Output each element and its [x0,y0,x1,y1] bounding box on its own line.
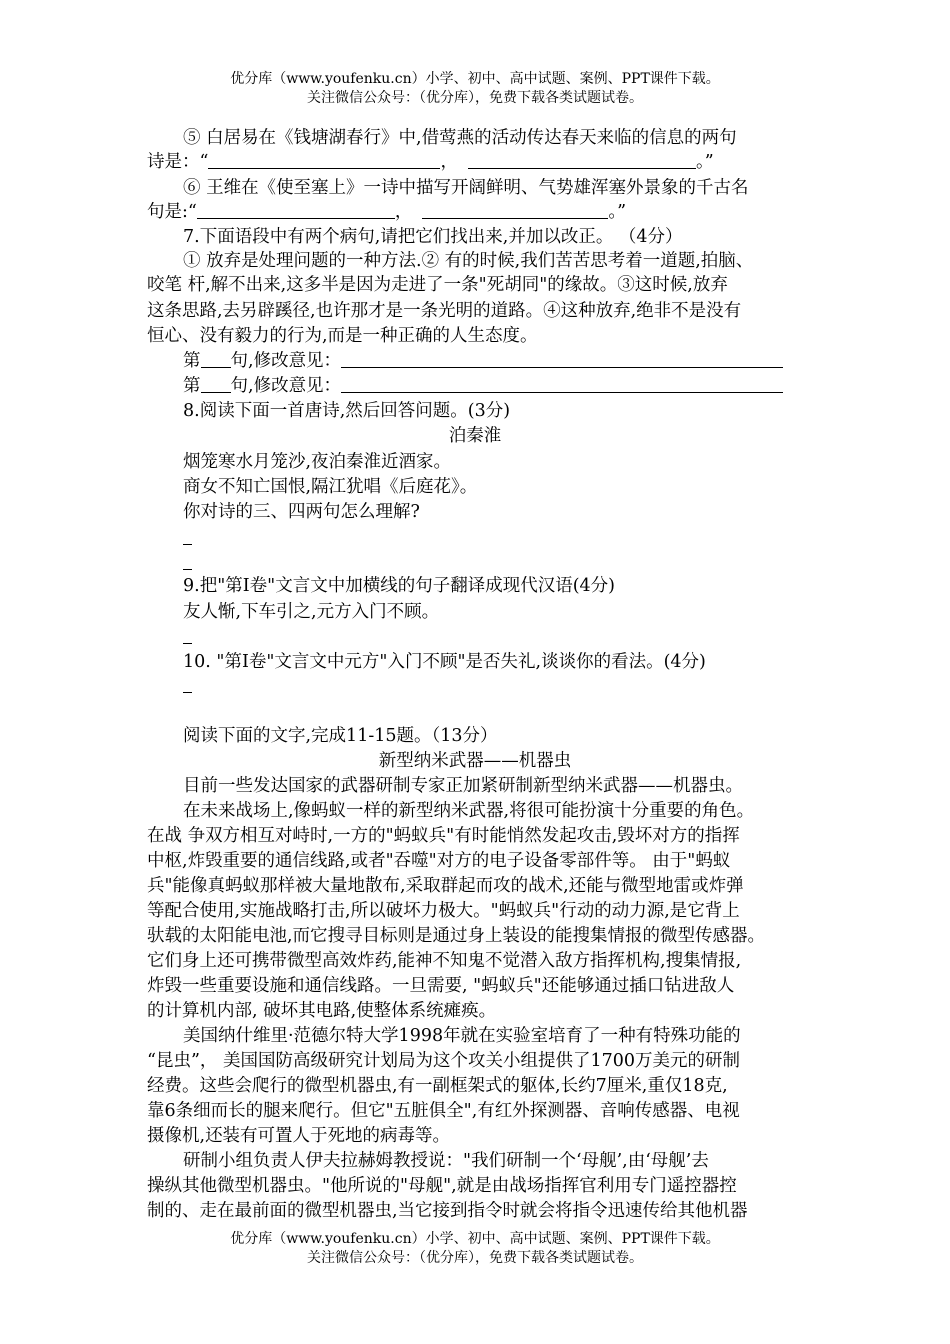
answer-line[interactable] [183,692,192,693]
article-line: 操纵其他微型机器虫。"他所说的"母舰",就是由战场指挥官利用专门遥控器控 [147,1176,737,1196]
answer-line[interactable] [183,643,192,644]
q6-item6-line2 [147,200,626,224]
article-line: 目前一些发达国家的武器研制专家正加紧研制新型纳米武器——机器虫。 [183,776,743,796]
q7-blank-prefix: 第 [183,351,201,371]
answer-blank[interactable] [208,151,440,169]
article-line: 炸毁一些重要设施和通信线路。一旦需要, "蚂蚁兵"还能够通过插口钻进敌人 [147,976,735,996]
q7-line-3: 这条思路,去另辟蹊径,也许那才是一条光明的道路。④这种放弃,绝非不是没有 [147,301,742,321]
q8-title: 8.阅读下面一首唐诗,然后回答问题。(3分) [183,401,511,421]
article-line: 的计算机内部, 破坏其电路,使整体系统瘫痪。 [147,1001,497,1021]
reading-intro: 阅读下面的文字,完成11-15题。（13分） [183,726,498,746]
sentence-number-blank[interactable] [201,350,231,368]
q6-item6-separator: ， [394,202,413,222]
article-line: 它们身上还可携带微型高效炸药,能神不知鬼不觉潜入敌方指挥机构,搜集情报, [147,951,742,971]
article-line: 美国纳什维里·范德尔特大学1998年就在实验室培育了一种有特殊功能的 [183,1026,741,1046]
footer-line-2: 关注微信公众号：（优分库），免费下载各类试题试卷。 [307,1250,643,1266]
q6-item5-line2 [147,150,714,174]
page-footer [0,1230,950,1268]
answer-line[interactable] [183,569,192,570]
q6-item6-suffix: 。” [608,202,627,222]
article-line: 制的、走在最前面的微型机器虫,当它接到指令时就会将指令迅速传给其他机器 [147,1201,748,1221]
poem-line-2: 商女不知亡国恨,隔江犹唱《后庭花》。 [183,477,478,497]
correction-blank[interactable] [341,350,783,368]
q10-title: 10. "第Ⅰ卷"文言文中元方"入门不顾"是否失礼,谈谈你的看法。(4分) [183,652,706,672]
poem-title: 泊秦淮 [448,426,502,446]
footer-line-1: 优分库（www.youfenku.cn）小学、初中、高中试题、案例、PPT课件下载。 [230,1231,720,1247]
article-line: 经费。这些会爬行的微型机器虫,有一副框架式的躯体,长约7厘米,重仅18克, [147,1076,728,1096]
q7-title: 7.下面语段中有两个病句,请把它们找出来,并加以改正。 （4分） [183,227,683,247]
article-line: 兵"能像真蚂蚁那样被大量地散布,采取群起而攻的战术,还能与微型地雷或炸弹 [147,876,744,896]
poem-line-1: 烟笼寒水月笼沙,夜泊秦淮近酒家。 [183,452,452,472]
q7-line-1: ① 放弃是处理问题的一种方法.② 有的时候,我们苦苦思考着一道题,拍脑、 [183,251,754,271]
answer-blank[interactable] [197,201,395,219]
answer-blank[interactable] [468,151,696,169]
header-line-1: 优分库（www.youfenku.cn）小学、初中、高中试题、案例、PPT课件下载。 [230,71,720,87]
q6-item6-line1: ⑥ 王维在《使至塞上》一诗中描写开阔鲜明、气势雄浑塞外景象的千古名 [183,178,749,198]
article-line: “昆虫”， 美国国防高级研究计划局为这个攻关小组提供了1700万美元的研制 [147,1051,740,1071]
correction-blank[interactable] [341,375,783,393]
article-line: 在未来战场上,像蚂蚁一样的新型纳米武器,将很可能扮演十分重要的角色。 [183,801,755,821]
article-line: 等配合使用,实施战略打击,所以破坏力极大。"蚂蚁兵"行动的动力源,是它背上 [147,901,740,921]
q7-line-4: 恒心、没有毅力的行为,而是一种正确的人生态度。 [147,326,538,346]
article-line: 在战 争双方相互对峙时,一方的"蚂蚁兵"有时能悄然发起攻击,毁坏对方的指挥 [147,826,740,846]
q9-sentence: 友人惭,下车引之,元方入门不顾。 [183,602,440,622]
q6-item6-prefix: 句是:“ [147,202,197,222]
header-line-2: 关注微信公众号：（优分库），免费下载各类试题试卷。 [307,90,643,106]
q6-item5-suffix: 。” [695,152,714,172]
article-line: 研制小组负责人伊夫拉赫姆教授说："我们研制一个‘母舰’,由‘母舰’去 [183,1151,709,1171]
article-line: 中枢,炸毁重要的通信线路,或者"吞噬"对方的电子设备零部件等。 由于"蚂蚁 [147,851,731,871]
q6-item5-line1: ⑤ 白居易在《钱塘湖春行》中,借莺燕的活动传达春天来临的信息的两句 [183,128,737,148]
q8-question: 你对诗的三、四两句怎么理解? [183,502,420,522]
q7-correction-2 [183,374,783,398]
answer-line[interactable] [183,544,192,545]
q7-correction-1 [183,349,783,373]
page-header [0,70,950,108]
article-line: 靠6条细而长的腿来爬行。但它"五脏俱全",有红外探测器、音响传感器、电视 [147,1101,740,1121]
q7-blank-prefix: 第 [183,376,201,396]
sentence-number-blank[interactable] [201,375,231,393]
q9-title: 9.把"第Ⅰ卷"文言文中加横线的句子翻译成现代汉语(4分) [183,576,615,596]
q6-item5-prefix: 诗是：“ [147,152,209,172]
answer-blank[interactable] [422,201,608,219]
article-title: 新型纳米武器——机器虫 [378,751,572,771]
q7-blank-label: 句,修改意见： [230,351,342,371]
q6-item5-separator: ， [440,152,458,172]
q7-line-2: 咬笔 杆,解不出来,这多半是因为走进了一条"死胡同"的缘故。③这时候,放弃 [147,275,728,295]
article-line: 摄像机,还装有可置人于死地的病毒等。 [147,1126,451,1146]
q7-blank-label: 句,修改意见： [230,376,342,396]
article-line: 驮载的太阳能电池,而它搜寻目标则是通过身上装设的能搜集情报的微型传感器。 [147,926,766,946]
